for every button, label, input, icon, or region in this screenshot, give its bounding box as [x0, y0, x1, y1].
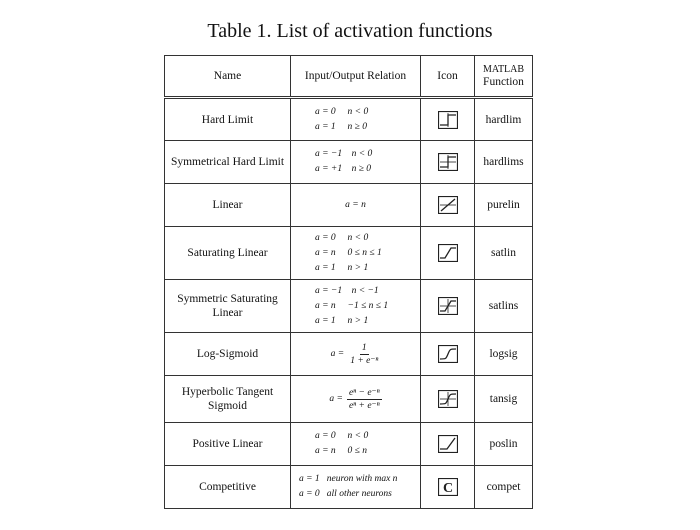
io-relation — [291, 227, 421, 280]
relation-line: a = 0 n < 0 — [315, 106, 369, 117]
relation-line: a = 0 n < 0 — [315, 232, 369, 243]
function-name: Positive Linear — [165, 423, 291, 466]
relation-lhs: a = — [329, 393, 343, 404]
relation-line: a = −1 n < −1 — [315, 285, 379, 296]
function-name: Log-Sigmoid — [165, 333, 291, 376]
fraction-denominator: 1 + e⁻ⁿ — [350, 355, 379, 366]
relation-formula — [291, 342, 420, 367]
table-row — [165, 98, 533, 141]
table-row — [165, 184, 533, 227]
io-relation — [291, 466, 421, 509]
relation-lhs: a = — [330, 348, 345, 359]
relation-line: a = n 0 ≤ n ≤ 1 — [315, 247, 382, 258]
icon-cell — [421, 98, 475, 141]
relation-formula — [291, 387, 420, 412]
relation-line: a = 0 n < 0 — [315, 431, 369, 441]
competitive-icon-letter: C — [442, 481, 453, 496]
io-relation — [291, 141, 421, 184]
matlab-function: satlins — [475, 280, 533, 333]
io-relation — [291, 184, 421, 227]
saturating-linear-icon — [438, 244, 458, 262]
matlab-function: poslin — [475, 423, 533, 466]
relation-fraction — [347, 387, 382, 412]
matlab-function: hardlims — [475, 141, 533, 184]
matlab-function: compet — [475, 466, 533, 509]
function-name: Hard Limit — [165, 98, 291, 141]
matlab-function: purelin — [475, 184, 533, 227]
relation-line: a = 1 neuron with max n — [299, 474, 398, 484]
competitive-icon — [438, 478, 458, 496]
matlab-function: logsig — [475, 333, 533, 376]
table-row — [165, 333, 533, 376]
relation-line: a = n −1 ≤ n ≤ 1 — [315, 300, 389, 311]
matlab-function: tansig — [475, 376, 533, 423]
symmetrical-hard-limit-icon — [438, 153, 458, 171]
function-name: Competitive — [165, 466, 291, 509]
io-relation — [291, 376, 421, 423]
header-matlab — [475, 56, 533, 98]
matlab-function: satlin — [475, 227, 533, 280]
table-row — [165, 376, 533, 423]
table-row — [165, 280, 533, 333]
hard-limit-icon — [438, 111, 458, 129]
icon-cell — [421, 466, 475, 509]
table-caption: Table 1. List of activation functions — [207, 20, 493, 42]
header-relation: Input/Output Relation — [291, 56, 421, 98]
io-relation — [291, 280, 421, 333]
linear-icon — [438, 196, 458, 214]
icon-cell — [421, 227, 475, 280]
io-relation — [291, 423, 421, 466]
io-relation — [291, 98, 421, 141]
icon-cell — [421, 376, 475, 423]
icon-cell — [421, 280, 475, 333]
matlab-function: hardlim — [475, 98, 533, 141]
function-name: Linear — [165, 184, 291, 227]
relation-line: a = 1 n > 1 — [315, 315, 369, 326]
activation-functions-table — [164, 55, 533, 509]
function-name: Symmetrical Hard Limit — [165, 141, 291, 184]
icon-cell — [421, 141, 475, 184]
relation-line: a = n — [345, 199, 366, 210]
header-name: Name — [165, 56, 291, 98]
relation-line: a = 1 n ≥ 0 — [315, 121, 367, 132]
table-row — [165, 141, 533, 184]
header-matlab-line1: MATLAB — [482, 63, 525, 75]
relation-line: a = 0 all other neurons — [299, 489, 392, 499]
icon-cell — [421, 333, 475, 376]
fraction-denominator: eⁿ + e⁻ⁿ — [348, 400, 380, 411]
header-row — [165, 56, 533, 98]
relation-line: a = 1 n > 1 — [315, 262, 369, 273]
icon-cell — [421, 423, 475, 466]
positive-linear-icon — [438, 435, 458, 453]
function-name: Symmetric Saturating Linear — [165, 280, 291, 333]
table-row — [165, 227, 533, 280]
function-name: Hyperbolic Tangent Sigmoid — [165, 376, 291, 423]
io-relation — [291, 333, 421, 376]
function-name: Saturating Linear — [165, 227, 291, 280]
relation-fraction — [348, 342, 380, 367]
header-matlab-line2: Function — [483, 75, 524, 88]
fraction-numerator: eⁿ − e⁻ⁿ — [348, 387, 380, 398]
symmetric-saturating-linear-icon — [438, 297, 458, 315]
fraction-numerator: 1 — [361, 342, 367, 353]
relation-line: a = +1 n ≥ 0 — [315, 164, 372, 174]
icon-cell — [421, 184, 475, 227]
log-sigmoid-icon — [438, 345, 458, 363]
tan-sigmoid-icon — [438, 390, 458, 408]
relation-line: a = n 0 ≤ n — [315, 446, 367, 456]
table-row — [165, 423, 533, 466]
relation-line: a = −1 n < 0 — [315, 149, 373, 159]
header-icon: Icon — [421, 56, 475, 98]
table-row — [165, 466, 533, 509]
